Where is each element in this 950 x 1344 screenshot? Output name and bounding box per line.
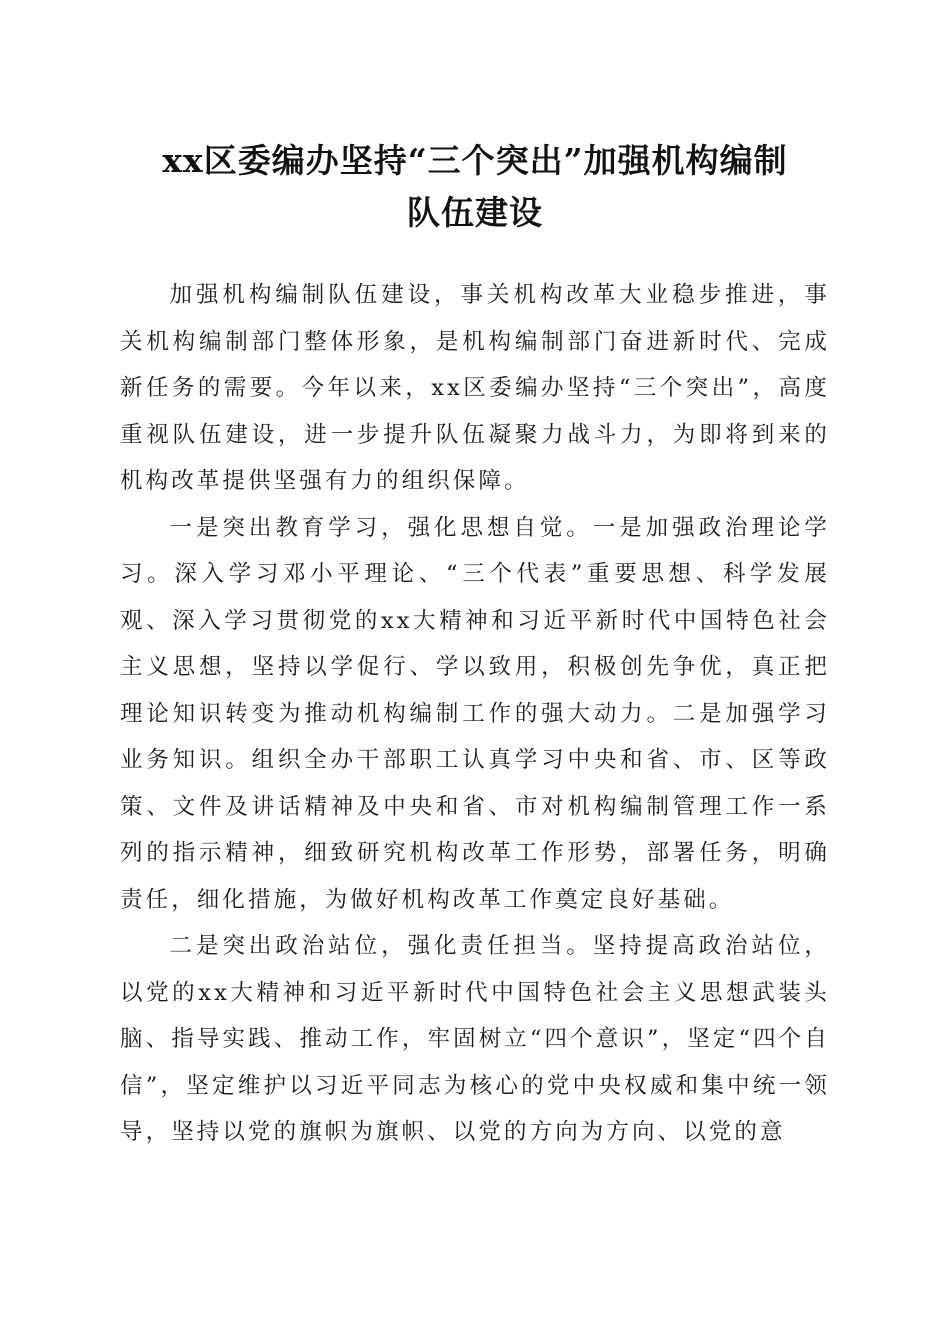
title-line-2: 队伍建设 [407,193,543,232]
paragraph-heading: 一是突出教育学习，强化思想自觉。 [169,514,593,541]
paragraph-text: 一是加强政治理论学习。深入学习邓小平理论、“三个代表”重要思想、科学发展观、深入学习贯彻党的xx大精神和习近平新时代中国特色社会主义思想，坚持以学促行、学以致用，积极创先争优，真正把理论知识转变为推动机构编制工作的强大动力。二是加强学习业务知识。组织全办干部职工认真学习中央和省、市、区等政策、文件及讲话精神及中央和省、市对机构编制管理工作一系列的指示精神，细致研究机构改革工作形势，部署任务，明确责任，细化措施，为做好机构改革工作奠定良好基础。 [120,514,830,913]
paragraph-political [120,923,830,1156]
paragraph-text: 坚持提高政治站位，以党的xx大精神和习近平新时代中国特色社会主义思想武装头脑、指导实践、推动工作，牢固树立“四个意识”，坚定“四个自信”，坚定维护以习近平同志为核心的党中央权威和集中统一领导，坚持以党的旗帜为旗帜、以党的方向为方向、以党的意 [120,933,830,1145]
document-title [100,135,850,239]
paragraph-heading: 二是突出政治站位，强化责任担当。 [169,933,593,959]
title-line-1: xx区委编办坚持“三个突出”加强机构编制 [162,141,788,180]
paragraph-intro [120,272,830,505]
paragraph-education [120,505,830,924]
document-body [120,272,830,1156]
paragraph-text: 加强机构编制队伍建设，事关机构改革大业稳步推进，事关机构编制部门整体形象，是机构编制部门奋进新时代、完成新任务的需要。今年以来，xx区委编办坚持“三个突出”，高度重视队伍建设，进一步提升队伍凝聚力战斗力，为即将到来的机构改革提供坚强有力的组织保障。 [120,282,830,494]
